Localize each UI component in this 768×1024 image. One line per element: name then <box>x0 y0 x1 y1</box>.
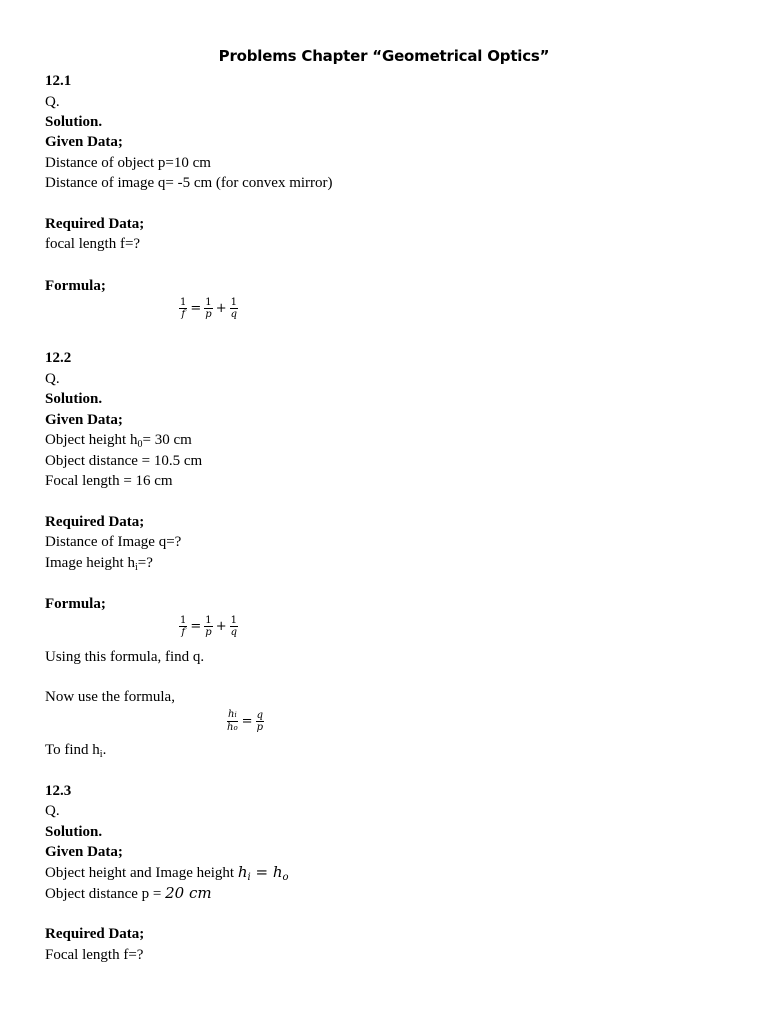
equals-sign: = <box>190 301 202 316</box>
problem-number: 12.2 <box>45 350 72 366</box>
solution-heading: Solution. <box>45 824 103 840</box>
plus-sign: + <box>215 619 227 634</box>
given-data-heading: Given Data; <box>45 134 123 150</box>
equals-sign: = <box>190 619 202 634</box>
magnification-equation <box>225 709 265 734</box>
formula-heading: Formula; <box>45 596 106 612</box>
given-line: Focal length = 16 cm <box>45 473 173 489</box>
question-label: Q. <box>45 371 60 387</box>
given-line: Object height $h_0= 30$ cm <box>45 432 192 450</box>
given-line: Object distance p = 20 cm <box>45 884 212 902</box>
fraction: $\frac{1}{q}$ <box>230 297 237 320</box>
required-data-heading: Required Data; <box>45 514 145 530</box>
given-data-heading: Given Data; <box>45 412 123 428</box>
fraction: $\frac{1}{p}$ <box>205 297 212 320</box>
fraction: $\frac{1}{f}$ <box>180 615 187 638</box>
required-data-heading: Required Data; <box>45 216 145 232</box>
given-line: Distance of object p=10 cm <box>45 155 211 171</box>
given-line: Distance of image q= -5 cm (for convex mirror) <box>45 175 333 191</box>
plus-sign: + <box>215 301 227 316</box>
instruction-line: Now use the formula, <box>45 689 175 705</box>
lens-equation <box>178 615 239 638</box>
fraction: $\frac{q}{p}$ <box>256 710 263 733</box>
instruction-line: To find $h_i$. <box>45 742 107 760</box>
fraction: $\frac{hi}{ho}$ <box>227 709 238 733</box>
given-data-heading: Given Data; <box>45 844 123 860</box>
page-title: Problems Chapter “Geometrical Optics” <box>218 47 550 65</box>
required-line: Distance of Image q=? <box>45 534 182 550</box>
given-line: Object height and Image height $h_i = h_o$ <box>45 863 289 883</box>
solution-heading: Solution. <box>45 114 103 130</box>
required-data-heading: Required Data; <box>45 926 145 942</box>
instruction-line: Using this formula, find q. <box>45 649 205 665</box>
fraction: $\frac{1}{f}$ <box>180 297 187 320</box>
required-line: Image height $h_i=$? <box>45 555 153 573</box>
question-label: Q. <box>45 803 60 819</box>
problem-number: 12.3 <box>45 783 72 799</box>
solution-heading: Solution. <box>45 391 103 407</box>
problem-number: 12.1 <box>45 73 72 89</box>
given-line: Object distance = 10.5 cm <box>45 453 203 469</box>
lens-equation <box>178 297 239 320</box>
fraction: $\frac{1}{q}$ <box>230 615 237 638</box>
equals-sign: = <box>241 714 253 729</box>
required-line: Focal length f=? <box>45 947 144 963</box>
fraction: $\frac{1}{p}$ <box>205 615 212 638</box>
required-line: focal length f=? <box>45 236 141 252</box>
formula-heading: Formula; <box>45 278 106 294</box>
question-label: Q. <box>45 94 60 110</box>
